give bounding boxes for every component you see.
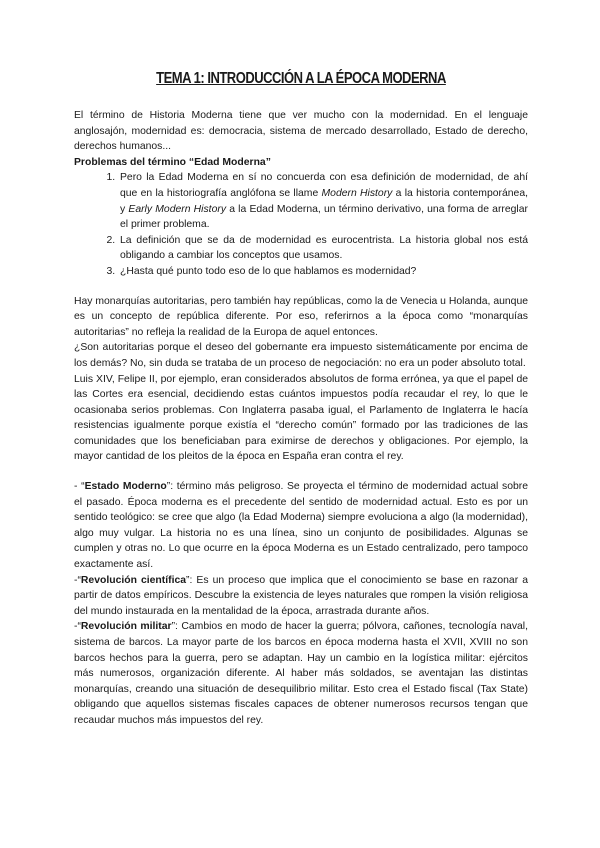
body-paragraph: Luis XIV, Felipe II, por ejemplo, eran considerados absolutos de forma errónea, ya que el papel de las Cortes era esencial, decidiendo estas cuántos impuestos podía recaudar el rey, lo que le ocasionaba serios problemas. Con Inglaterra pasaba igual, el Parlamento de Inglaterra le hacía resistencias igualmente porque existía el “derecho común” formado por las tradiciones de las comunidades que los beneficiaban para eximirse de derechos y obligaciones. Por ejemplo, la mayor cantidad de los pleitos de la época en España eran contra el rey. xyxy=(74,373,528,463)
italic-term: Modern History xyxy=(321,187,393,199)
term-name: Revolución militar xyxy=(80,621,172,633)
problem-item xyxy=(118,170,528,232)
problem-text: a la historia contemporánea, y xyxy=(120,187,528,215)
italic-term: Early Modern History xyxy=(128,203,227,215)
term-paragraph: - “Estado Moderno”: término más peligroso. Se proyecta el término de modernidad actual sobre el pasado. Época moderna es el precedente del sentido de modernidad actual. Esto es por un sentido teológico: se cree que algo (la Edad Moderna) siempre evoluciona a algo (la modernidad), algo muy vulgar. La historia no es una línea, sino un conjunto de posibilidades. Algunas se cumplen y otras no. Lo que ocurre en la época Moderna es un Estado centralizado, pero tampoco exactamente así. xyxy=(74,481,528,571)
spacer xyxy=(74,465,528,479)
document-title: TEMA 1: INTRODUCCIÓN A LA ÉPOCA MODERNA xyxy=(156,70,446,87)
intro-paragraph: El término de Historia Moderna tiene que ver mucho con la modernidad. En el lenguaje anglosajón, modernidad es: democracia, sistema de mercado desarrollado, Estado de derecho, derechos humanos... xyxy=(74,110,528,153)
problem-text: Pero la Edad Moderna en sí no concuerda con esa definición de modernidad, de ahí que en la historiografía anglófona se llame xyxy=(120,172,528,199)
body-paragraph: ¿Son autoritarias porque el deseo del gobernante era impuesto sistemáticamente por encima de los demás? No, sin duda se trataba de un proceso de negociación: no era un poder absoluto total. xyxy=(74,342,528,369)
problem-item: 2. La definición que se da de modernidad es eurocentrista. La historia global nos está obligando a cambiar los conceptos que usamos. xyxy=(118,233,528,264)
spacer xyxy=(74,280,528,294)
problem-text: a la Edad Moderna, un término derivativo, una forma de arreglar el primer problema. xyxy=(120,203,528,231)
problems-list xyxy=(74,170,528,279)
body-paragraph: Hay monarquías autoritarias, pero también hay repúblicas, como la de Venecia u Holanda, aunque es un concepto de república diferente. Por eso, referirnos a la época como “monarquías autoritarias” no refleja la realidad de la Europa de aquel entonces. xyxy=(74,295,529,338)
term-paragraph: -“Revolución militar”: Cambios en modo de hacer la guerra; pólvora, cañones, tecnología naval, sistema de barcos. La mayor parte de los barcos en época moderna hasta el XVII, XVIII no son barcos hechos para la guerra, pero se adaptan. Hay un cambio en la logística militar: ejércitos más numerosos, organización diferente. Al haber más soldados, se aventajan las distintas monarquías, creando una situación de desequilibrio militar. Esto crea el Estado fiscal (Tax State) obligando que aquellos sistemas fiscales capaces de obtener numerosos recursos tengan que recaudar muchos más impuestos del rey. xyxy=(74,621,528,726)
term-name: Revolución científica xyxy=(80,574,187,586)
problems-heading: Problemas del término “Edad Moderna” xyxy=(74,156,271,168)
term-paragraph: -“Revolución científica”: Es un proceso que implica que el conocimiento se base en razonar a partir de datos empíricos. Descubre la existencia de leyes naturales que rompen la visión religiosa del mundo instaurada en la mentalidad de la época, arrastrada durante años. xyxy=(74,574,528,617)
term-name: Estado Moderno xyxy=(84,481,167,493)
document-page xyxy=(74,70,528,729)
problem-item: 3. ¿Hasta qué punto todo eso de lo que hablamos es modernidad? xyxy=(118,264,528,280)
